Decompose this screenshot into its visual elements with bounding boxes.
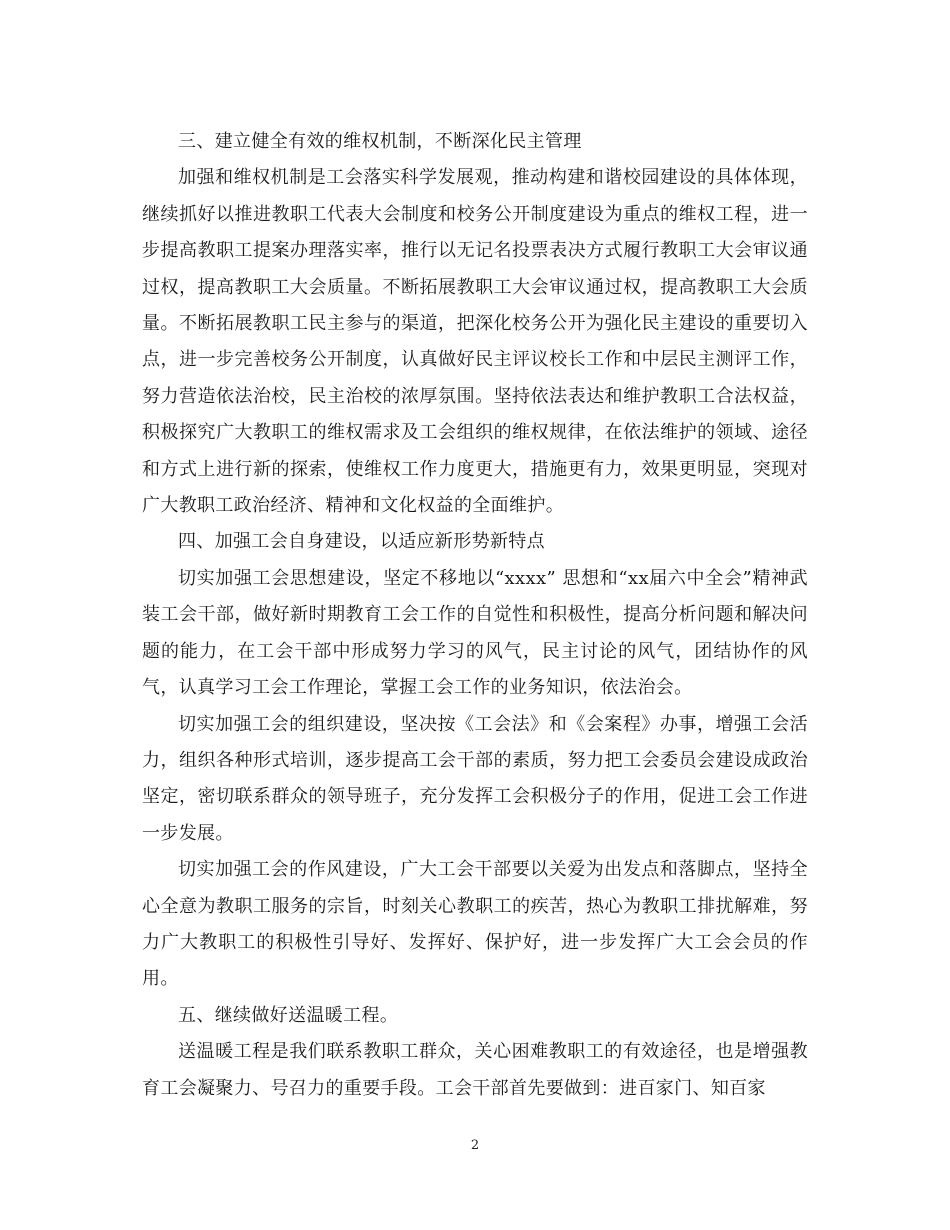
- page-number: 2: [470, 1138, 480, 1153]
- paragraph: 切实加强工会的组织建设，坚决按《工会法》和《会案程》办事，增强工会活力，组织各种形式培训，逐步提高工会干部的素质，努力把工会委员会建设成政治坚定，密切联系群众的领导班子，充分发挥工会积极分子的作用，促进工会工作进一步发展。: [142, 713, 808, 844]
- section-heading: 三、建立健全有效的维权机制，不断深化民主管理: [178, 131, 582, 152]
- paragraph: 加强和维权机制是工会落实科学发展观，推动构建和谐校园建设的具体体现，继续抓好以推进教职工代表大会制度和校务公开制度建设为重点的维权工程，进一步提高教职工提案办理落实率，推行以无记名投票表决方式履行教职工大会审议通过权，提高教职工大会质量。不断拓展教职工大会审议通过权，提高教职工大会质量。不断拓展教职工民主参与的渠道，把深化校务公开为强化民主建设的重要切入点，进一步完善校务公开制度，认真做好民主评议校长工作和中层民主测评工作，努力营造依法治校，民主治校的浓厚氛围。坚持依法表达和维护教职工合法权益，积极探究广大教职工的维权需求及工会组织的维权规律，在依法维护的领域、途径和方式上进行新的探索，使维权工作力度更大，措施更有力，效果更明显，突现对广大教职工政治经济、精神和文化权益的全面维护。: [142, 167, 808, 517]
- paragraph: 切实加强工会的作风建设，广大工会干部要以关爱为出发点和落脚点，坚持全心全意为教职工服务的宗旨，时刻关心教职工的疾苦，热心为教职工排扰解难，努力广大教职工的积极性引导好、发挥好、保护好，进一步发挥广大工会会员的作用。: [142, 859, 808, 990]
- section-heading: 四、加强工会自身建设，以适应新形势新特点: [178, 531, 545, 553]
- paragraph: 切实加强工会思想建设，坚定不移地以“xxxx” 思想和“xx届六中全会”精神武装工会干部，做好新时期教育工会工作的自觉性和积极性，提高分析问题和解决问题的能力，在工会干部中形成努力学习的风气，民主讨论的风气，团结协作的风气，认真学习工会工作理论，掌握工会工作的业务知识，依法治会。: [142, 567, 808, 699]
- section-heading: 五、继续做好送温暖工程。: [178, 1004, 399, 1026]
- paragraph: 送温暖工程是我们联系教职工群众，关心困难教职工的有效途径，也是增强教育工会凝聚力、号召力的重要手段。工会干部首先要做到：进百家门、知百家: [142, 1041, 808, 1099]
- document-body: [142, 124, 808, 1107]
